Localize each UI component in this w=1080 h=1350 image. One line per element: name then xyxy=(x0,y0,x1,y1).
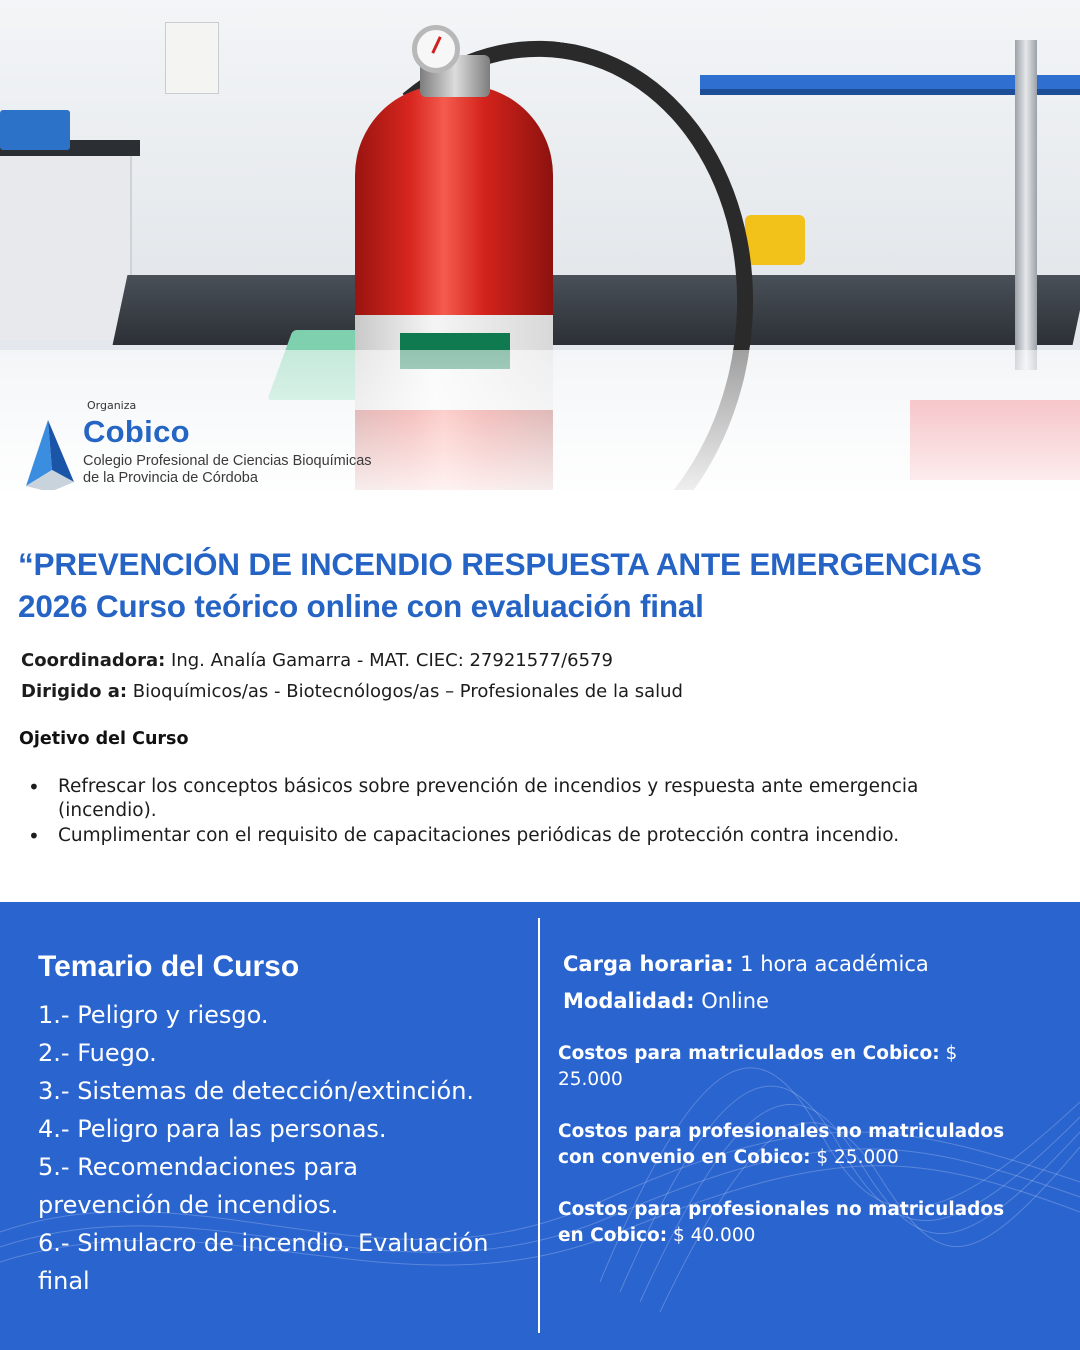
column-divider xyxy=(538,918,540,1333)
hero-lab-image xyxy=(0,0,1080,490)
organizer-name: Cobico xyxy=(83,414,190,449)
cost-non-members: Costos para profesionales no matriculados en Cobico: $ 40.000 xyxy=(558,1199,1005,1246)
organizer-label: Organiza xyxy=(87,399,137,412)
audience-line: Dirigido a: Bioquímicos/as - Biotecnólogos/as – Profesionales de la salud xyxy=(21,681,683,702)
syllabus-title: Temario del Curso xyxy=(38,950,300,983)
cost-members: Costos para matriculados en Cobico: $ 25.000 xyxy=(558,1043,958,1090)
details-panel xyxy=(0,902,1080,1350)
list-item: 5.- Recomendaciones para prevención de incendios. xyxy=(38,1153,358,1219)
objective-list xyxy=(28,775,1068,849)
list-item: 6.- Simulacro de incendio. Evaluación final xyxy=(38,1229,489,1295)
coordinator-line: Coordinadora: Ing. Analía Gamarra - MAT. CIEC: 27921577/6579 xyxy=(21,650,613,671)
list-item: 1.- Peligro y riesgo. xyxy=(38,1001,269,1029)
cobico-logo-icon xyxy=(26,420,76,490)
list-item: 4.- Peligro para las personas. xyxy=(38,1115,387,1143)
mode-line: Modalidad: Online xyxy=(563,989,769,1013)
pressure-gauge-icon xyxy=(412,25,460,73)
cost-agreement: Costos para profesionales no matriculados con convenio en Cobico: $ 25.000 xyxy=(558,1121,1005,1168)
list-item: 3.- Sistemas de detección/extinción. xyxy=(38,1077,475,1105)
organizer-subtitle: Colegio Profesional de Ciencias Bioquímicas de la Provincia de Córdoba xyxy=(83,453,372,486)
list-item: 2.- Fuego. xyxy=(38,1039,157,1067)
hours-line: Carga horaria: 1 hora académica xyxy=(563,952,929,976)
objective-heading: Ojetivo del Curso xyxy=(19,729,189,749)
syllabus-list xyxy=(38,996,528,1300)
list-item: • Cumplimentar con el requisito de capacitaciones periódicas de protección contra incendio. xyxy=(28,824,1068,848)
list-item: • Refrescar los conceptos básicos sobre prevención de incendios y respuesta ante emergencia (incendio). xyxy=(28,775,928,823)
course-title: “PREVENCIÓN DE INCENDIO RESPUESTA ANTE EMERGENCIAS 2026 Curso teórico online con evaluación final xyxy=(18,546,982,624)
